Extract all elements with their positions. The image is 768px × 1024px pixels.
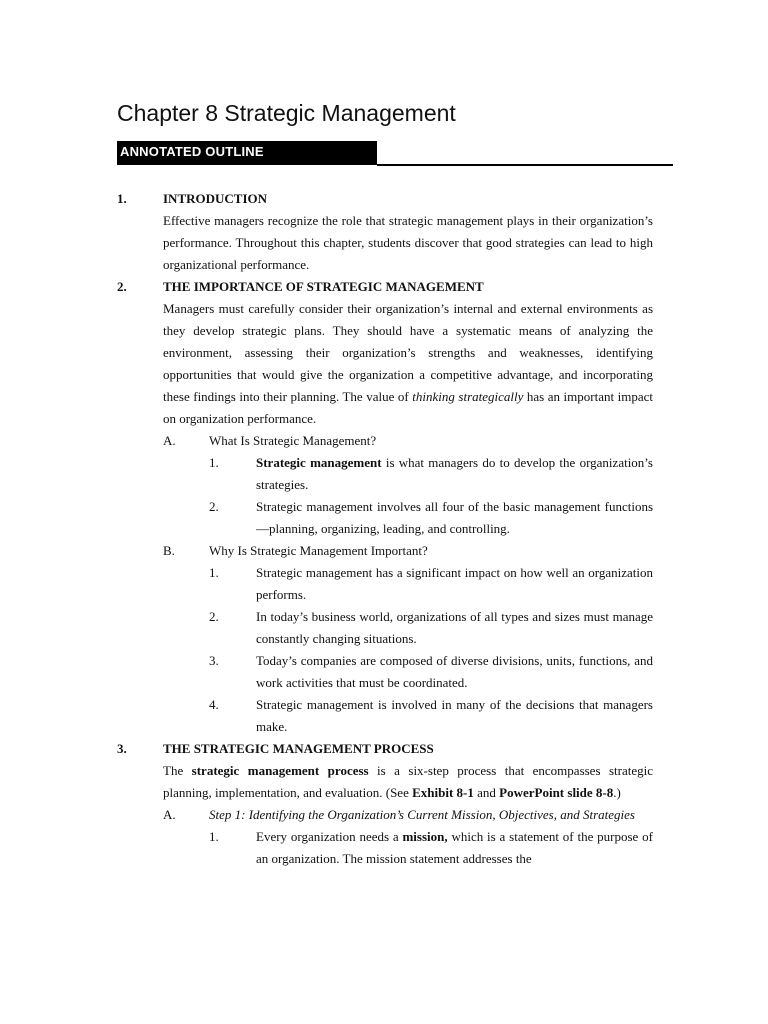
item-text: which is a statement of the purpose of an organization. The mission statement addresses the xyxy=(256,829,653,866)
body-text: Managers must carefully consider their organization’s internal and external environments as they develop strategic plans. They should have a systematic means of analyzing the environment, assessing their organization’s strengths and weaknesses, identifying opportunities that would give the organization a competitive advantage, and incorporating these findings into their planning. The value of xyxy=(163,301,653,404)
section-2-heading xyxy=(117,276,653,298)
chapter-title: Chapter 8 Strategic Management xyxy=(117,100,456,126)
section-number: 1. xyxy=(117,191,127,206)
item-text: Strategic management has a significant impact on how well an organization performs. xyxy=(256,565,653,602)
section-3-body xyxy=(117,760,653,804)
list-item xyxy=(117,496,653,540)
item-text: In today’s business world, organizations of all types and sizes must manage constantly changing situations. xyxy=(256,609,653,646)
body-text: The xyxy=(163,763,192,778)
section-heading: THE STRATEGIC MANAGEMENT PROCESS xyxy=(163,741,434,756)
section-number: 2. xyxy=(117,279,127,294)
item-number: 1. xyxy=(209,829,219,844)
exhibit-reference: Exhibit 8-1 xyxy=(412,785,474,800)
subsection-2a xyxy=(117,430,653,452)
section-number: 3. xyxy=(117,741,127,756)
list-item xyxy=(117,452,653,496)
slide-reference: PowerPoint slide 8-8 xyxy=(499,785,614,800)
list-item xyxy=(117,650,653,694)
annotated-outline-label: ANNOTATED OUTLINE xyxy=(120,144,264,159)
item-number: 1. xyxy=(209,455,219,470)
outline-content xyxy=(117,188,653,870)
annotated-outline-banner xyxy=(117,141,377,165)
term-bold: strategic management process xyxy=(191,763,369,778)
section-heading: INTRODUCTION xyxy=(163,191,268,206)
list-item xyxy=(117,606,653,650)
list-item xyxy=(117,694,653,738)
item-text: Strategic management involves all four of the basic management functions—planning, organizing, leading, and controlling. xyxy=(256,499,653,536)
subsection-letter: A. xyxy=(163,433,176,448)
section-1-body: Effective managers recognize the role that strategic management plays in their organization’s performance. Throughout this chapter, students discover that good strategies can lead to high organizational performance. xyxy=(163,213,653,272)
subsection-letter: B. xyxy=(163,543,175,558)
item-text: Strategic management is involved in many of the decisions that managers make. xyxy=(256,697,653,734)
list-item xyxy=(117,826,653,870)
term-bold: Strategic management xyxy=(256,455,382,470)
item-text: Every organization needs a xyxy=(256,829,403,844)
body-text: .) xyxy=(613,785,621,800)
subsection-2b xyxy=(117,540,653,562)
item-number: 1. xyxy=(209,565,219,580)
emphasis-text: thinking strategically xyxy=(412,389,524,404)
term-bold: mission, xyxy=(402,829,448,844)
subsection-letter: A. xyxy=(163,807,176,822)
body-text: has an important impact on organization performance. xyxy=(163,389,654,426)
section-2-body xyxy=(117,298,653,430)
body-text: and xyxy=(473,785,500,800)
item-number: 3. xyxy=(209,653,219,668)
item-text: Today’s companies are composed of diverse divisions, units, functions, and work activities that must be coordinated. xyxy=(256,653,653,690)
section-1-heading xyxy=(117,188,653,210)
list-item xyxy=(117,562,653,606)
subsection-title: Step 1: Identifying the Organization’s Current Mission, Objectives, and Strategies xyxy=(209,807,635,822)
section-heading: THE IMPORTANCE OF STRATEGIC MANAGEMENT xyxy=(163,279,484,294)
item-number: 2. xyxy=(209,499,219,514)
item-number: 2. xyxy=(209,609,219,624)
header-rule xyxy=(377,164,673,166)
subsection-title: What Is Strategic Management? xyxy=(209,433,377,448)
item-number: 4. xyxy=(209,697,219,712)
item-text: is what managers do to develop the organization’s strategies. xyxy=(256,455,653,492)
subsection-title: Why Is Strategic Management Important? xyxy=(209,543,428,558)
subsection-3a xyxy=(117,804,653,826)
body-text: is a six-step process that encompasses strategic planning, implementation, and evaluation. (See xyxy=(163,763,653,800)
section-3-heading xyxy=(117,738,653,760)
